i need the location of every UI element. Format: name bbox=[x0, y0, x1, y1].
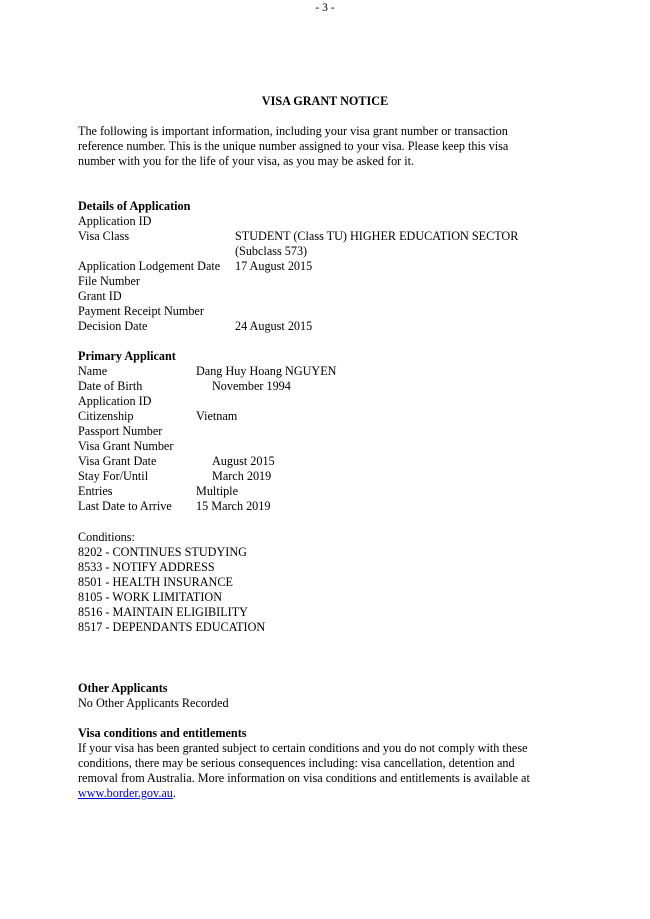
condition-item: 8516 - MAINTAIN ELIGIBILITY bbox=[78, 605, 248, 619]
intro-line-2: reference number. This is the unique number assigned to your visa. Please keep this visa bbox=[78, 139, 509, 153]
field-value: 17 August 2015 bbox=[235, 259, 313, 273]
field-label: Last Date to Arrive bbox=[78, 499, 172, 513]
intro-line-1: The following is important information, including your visa grant number or transaction bbox=[78, 124, 508, 138]
field-label: Payment Receipt Number bbox=[78, 304, 204, 318]
notice-title: VISA GRANT NOTICE bbox=[261, 94, 389, 108]
condition-item: 8105 - WORK LIMITATION bbox=[78, 590, 223, 604]
field-label: Visa Grant Date bbox=[78, 454, 157, 468]
field-label: Visa Class bbox=[78, 229, 130, 243]
primary-applicant-heading: Primary Applicant bbox=[78, 349, 176, 363]
field-label: Grant ID bbox=[78, 289, 122, 303]
field-value: Multiple bbox=[196, 484, 238, 498]
other-applicants-text: No Other Applicants Recorded bbox=[78, 696, 229, 710]
field-label: Application ID bbox=[78, 394, 152, 408]
intro-line-3: number with you for the life of your visa, as you may be asked for it. bbox=[78, 154, 415, 168]
field-label: Decision Date bbox=[78, 319, 148, 333]
entitlements-heading: Visa conditions and entitlements bbox=[78, 726, 247, 740]
field-value: March 2019 bbox=[212, 469, 272, 483]
field-label: Application Lodgement Date bbox=[78, 259, 221, 273]
field-label: Citizenship bbox=[78, 409, 134, 423]
entitlements-line-3: removal from Australia. More information on visa conditions and entitlements is available at bbox=[78, 771, 530, 785]
entitlements-line-1: If your visa has been granted subject to certain conditions and you do not comply with these bbox=[78, 741, 528, 755]
field-label: Stay For/Until bbox=[78, 469, 149, 483]
conditions-heading: Conditions: bbox=[78, 530, 135, 544]
field-label: Application ID bbox=[78, 214, 152, 228]
field-value: 15 March 2019 bbox=[196, 499, 271, 513]
border-website-link[interactable]: www.border.gov.au bbox=[78, 786, 173, 800]
field-value: STUDENT (Class TU) HIGHER EDUCATION SECTOR bbox=[235, 229, 519, 243]
field-value: November 1994 bbox=[212, 379, 291, 393]
condition-item: 8517 - DEPENDANTS EDUCATION bbox=[78, 620, 266, 634]
field-label: Name bbox=[78, 364, 108, 378]
field-value: (Subclass 573) bbox=[235, 244, 308, 258]
application-heading: Details of Application bbox=[78, 199, 191, 213]
condition-item: 8202 - CONTINUES STUDYING bbox=[78, 545, 247, 559]
field-value: Vietnam bbox=[196, 409, 238, 423]
condition-item: 8533 - NOTIFY ADDRESS bbox=[78, 560, 215, 574]
link-trailing-period: . bbox=[172, 786, 176, 800]
field-value: Dang Huy Hoang NGUYEN bbox=[196, 364, 337, 378]
field-value: August 2015 bbox=[212, 454, 275, 468]
field-label: File Number bbox=[78, 274, 140, 288]
field-label: Passport Number bbox=[78, 424, 163, 438]
condition-item: 8501 - HEALTH INSURANCE bbox=[78, 575, 233, 589]
other-applicants-heading: Other Applicants bbox=[78, 681, 168, 695]
field-label: Date of Birth bbox=[78, 379, 143, 393]
field-value: 24 August 2015 bbox=[235, 319, 313, 333]
field-label: Visa Grant Number bbox=[78, 439, 174, 453]
field-label: Entries bbox=[78, 484, 113, 498]
entitlements-line-2: conditions, there may be serious consequences including: visa cancellation, detention and bbox=[78, 756, 515, 770]
entitlements-link-line bbox=[78, 786, 176, 801]
page-number: - 3 - bbox=[315, 2, 335, 14]
